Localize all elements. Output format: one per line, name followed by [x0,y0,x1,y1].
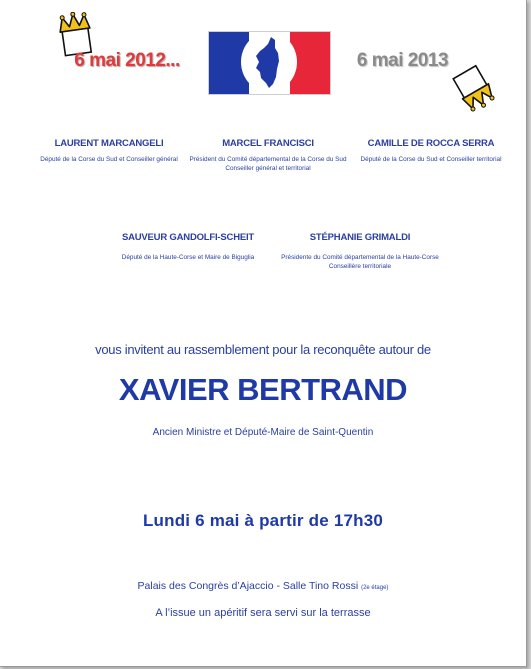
guest-name: XAVIER BERTRAND [118,372,408,407]
event-venue [0,580,526,592]
corsica-map-icon [240,31,298,93]
host-role: Député de la Haute-Corse et Maire de Biguglia [121,254,255,261]
host-role: Député de la Corse du Sud et Conseiller général [40,156,178,163]
host-role: Député de la Corse du Sud et Conseiller territorial [360,156,502,163]
venue-name: Palais des Congrès d’Ajaccio - Salle Tino Rossi [137,580,359,592]
host-role-line2: Conseillère territoriale [328,263,392,270]
guest-title: Ancien Ministre et Député-Maire de Saint-Quentin [152,427,374,438]
date-2013: 6 mai 2013 [356,50,449,71]
host-rocca-serra [336,138,526,164]
event-date: Lundi 6 mai à partir de 17h30 [142,511,384,530]
host-role: Président du Comité départemental de la Corse du Sud [189,156,347,163]
host-name: SAUVEUR GANDOLFI-SCHEIT [121,232,255,243]
host-role-line2: Conseiller général et territorial [225,165,311,172]
host-role: Présidente du Comité départemental de la Haute-Corse [281,254,439,261]
venue-floor: (2e étage) [361,585,389,591]
host-name: MARCEL FRANCISCI [222,138,314,149]
invitation-intro: vous invitent au rassemblement pour la reconquête autour de [95,342,431,357]
host-name: CAMILLE DE ROCCA SERRA [367,138,495,149]
date-2012: 6 mai 2012... [74,50,180,71]
host-grimaldi [260,232,460,271]
host-gandolfi-scheit [88,232,288,262]
crown-icon [448,62,498,112]
host-name: STÉPHANIE GRIMALDI [309,232,411,243]
closing-note: A l’issue un apéritif sera servi sur la terrasse [155,607,371,619]
host-name: LAURENT MARCANGELI [54,138,164,149]
